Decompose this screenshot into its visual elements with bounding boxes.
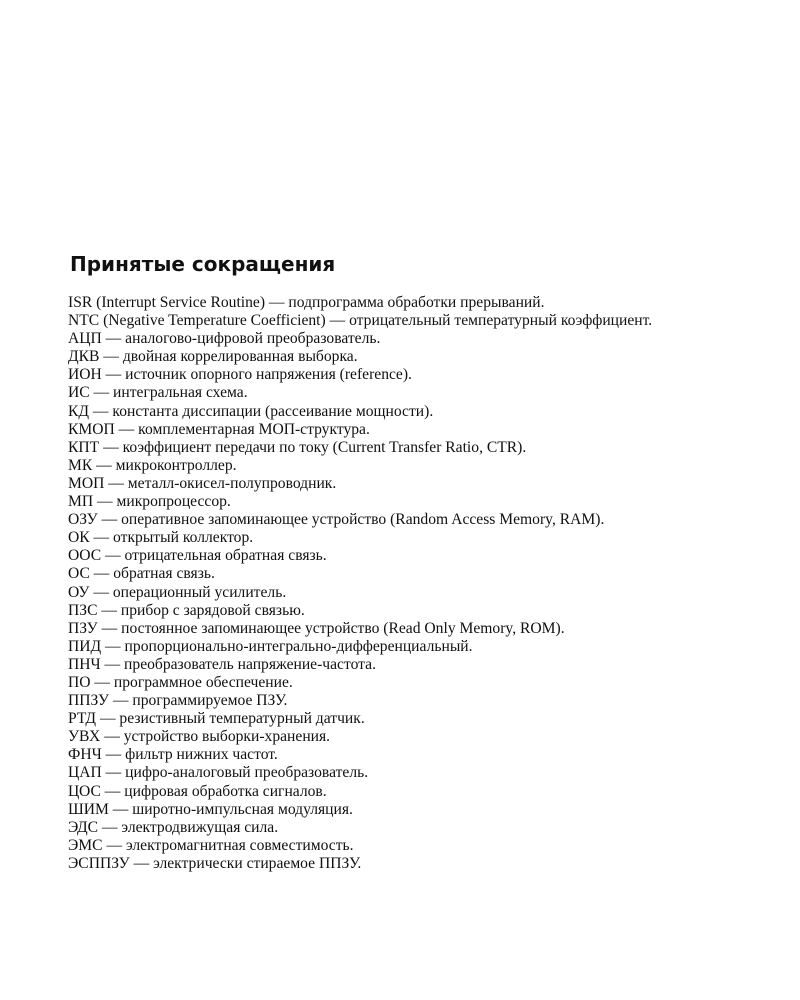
list-item: ЦАП — цифро-аналоговый преобразователь.: [68, 764, 369, 782]
list-item: ЭМС — электромагнитная совместимость.: [68, 836, 354, 854]
list-item: ООС — отрицательная обратная связь.: [68, 547, 327, 565]
page-title: Принятые сокращения: [70, 252, 336, 276]
list-item: ПЗС — прибор с зарядовой связью.: [68, 601, 305, 619]
list-item: КПТ — коэффициент передачи по току (Current Transfer Ratio, CTR).: [68, 438, 527, 456]
list-item: ИОН — источник опорного напряжения (reference).: [68, 366, 412, 384]
list-item: ЭСППЗУ — электрически стираемое ППЗУ.: [68, 854, 362, 872]
list-item: ЦОС — цифровая обработка сигналов.: [68, 782, 327, 800]
abbreviation-list: [68, 294, 720, 873]
list-item: ШИМ — широтно-импульсная модуляция.: [68, 800, 353, 818]
list-item: ФНЧ — фильтр нижних частот.: [68, 746, 278, 764]
list-item: МК — микроконтроллер.: [68, 456, 237, 474]
list-item: КМОП — комплементарная МОП-структура.: [68, 420, 370, 438]
list-item: ЭДС — электродвижущая сила.: [68, 818, 279, 836]
list-item: КД — константа диссипации (рассеивание мощности).: [68, 402, 434, 420]
list-item: ОЗУ — оперативное запоминающее устройство (Random Access Memory, RAM).: [68, 511, 605, 529]
list-item: ДКВ — двойная коррелированная выборка.: [68, 348, 358, 366]
list-item: NTC (Negative Temperature Coefficient) — отрицательный температурный коэффициент.: [68, 312, 653, 330]
list-item: РТД — резистивный температурный датчик.: [68, 710, 365, 728]
list-item: ИС — интегральная схема.: [68, 384, 248, 402]
list-item: АЦП — аналогово-цифровой преобразователь.: [68, 330, 381, 348]
list-item: ППЗУ — программируемое ПЗУ.: [68, 692, 288, 710]
list-item: ПЗУ — постоянное запоминающее устройство (Read Only Memory, ROM).: [68, 619, 565, 637]
list-item: ПНЧ — преобразователь напряжение-частота.: [68, 655, 377, 673]
list-item: МП — микропроцессор.: [68, 493, 231, 511]
list-item: МОП — металл-окисел-полупроводник.: [68, 474, 337, 492]
list-item: УВХ — устройство выборки-хранения.: [68, 728, 331, 746]
list-item: ОУ — операционный усилитель.: [68, 583, 287, 601]
list-item: ОК — открытый коллектор.: [68, 529, 254, 547]
list-item: ОС — обратная связь.: [68, 565, 215, 583]
list-item: ISR (Interrupt Service Routine) — подпрограмма обработки прерываний.: [68, 294, 545, 311]
list-item: ПО — программное обеспечение.: [68, 673, 293, 691]
list-item: ПИД — пропорционально-интегрально-дифференциальный.: [68, 637, 473, 655]
